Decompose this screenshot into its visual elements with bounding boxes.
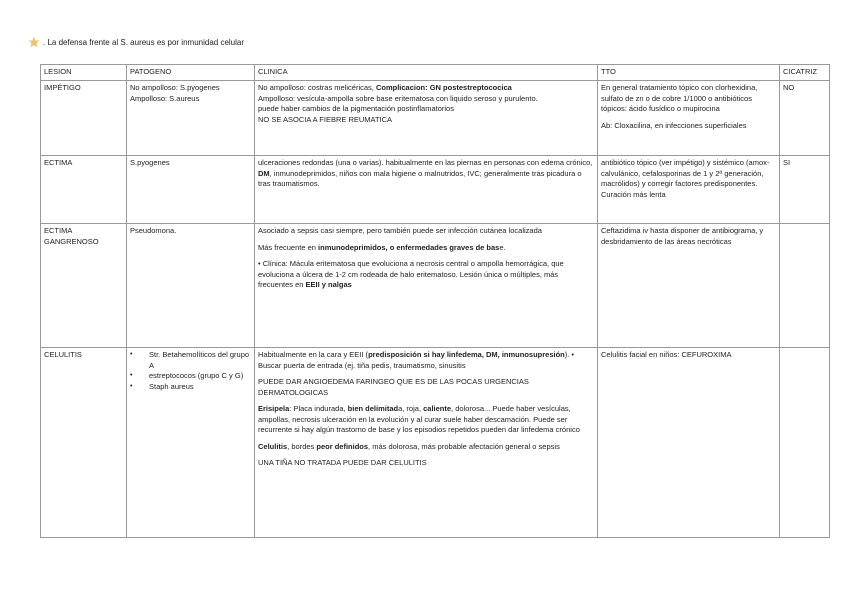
header-patogeno: PATOGENO [127,65,255,81]
ectima-lesion: ECTIMA [41,156,127,224]
celulitis-lesion: CELULITIS [41,348,127,538]
impetigo-cicatriz: NO [780,81,830,156]
header-tto: TTO [598,65,780,81]
header-lesion: LESION [41,65,127,81]
star-icon [28,36,40,48]
gangrenoso-patogeno: Pseudomona. [127,224,255,348]
celulitis-tto: Celulitis facial en niños: CEFUROXIMA [598,348,780,538]
list-item: • Staph aureus [143,382,251,393]
celulitis-cicatriz [780,348,830,538]
celulitis-clinica: Habitualmente en la cara y EEII (predisposición si hay linfedema, DM, inmunosupresión). • Buscar puerta de entrada (ej. tiña pedis, traumatismo, sinusitis PUEDE DAR ANGIOEDEMA FARINGEO QUE ES DE LAS POCAS URGENCIAS DERMATOLOGICAS Erisipela: Placa indurada, bien delimitada, roja, caliente, dolorosa... Puede haber vesículas, ampollas, necrosis ulceración en la evolución y al curar suele haber descamación. Puede ser recurrente si hay algún trastorno de base y los episodios repetidos pueden dar linfedema crónico Celulitis, bordes peor definidos, más dolorosa, más probable afectación general o sepsis UNA TIÑA NO TRATADA PUEDE DAR CELULITIS [255,348,598,538]
ectima-clinica: ulceraciones redondas (una o varias). habitualmente en las piernas en personas con edema crónico, DM, inmunodeprimidos, niños con mala higiene o malnutridos, IVC; generalmente tras picadura o tras traumatismos. [255,156,598,224]
list-item: • estreptococos (grupo C y G) [143,371,251,382]
header-cicatriz: CICATRIZ [780,65,830,81]
note [28,36,244,48]
gangrenoso-tto: Ceftazidima iv hasta disponer de antibiograma, y desbridamiento de las áreas necróticas [598,224,780,348]
header-clinica: CLINICA [255,65,598,81]
row-impetigo [41,81,830,156]
impetigo-lesion: IMPÉTIGO [41,81,127,156]
ectima-tto: antibiótico tópico (ver impétigo) y sistémico (amox-calvulánico, cefalosporinas de 1 y 2ª generación, macrólidos) y corregir factores predisponentes. Curación más lenta [598,156,780,224]
impetigo-clinica: No ampolloso: costras melicéricas, Complicacion: GN postestreptococica Ampolloso: vesícula-ampolla sobre base eritematosa con liquido seroso y purulento. puede haber cambios de la pigmentación postinflamatorios NO SE ASOCIA A FIEBRE REUMATICA [255,81,598,156]
ectima-patogeno: S.pyogenes [127,156,255,224]
row-ectima-gangrenoso [41,224,830,348]
impetigo-tto: En general tratamiento tópico con clorhexidina, sulfato de zn o de cobre 1/1000 o antibióticos tópicos: ácido fusídico o mupirocina Ab: Cloxacilina, en infecciones superficiales [598,81,780,156]
list-item: • Str. Betahemolíticos del grupo A [143,350,251,371]
row-ectima [41,156,830,224]
note-text: . La defensa frente al S. aureus es por inmunidad celular [43,37,245,47]
gangrenoso-cicatriz [780,224,830,348]
header-row [41,65,830,81]
gangrenoso-clinica: Asociado a sepsis casi siempre, pero también puede ser infección cutánea localizada Más frecuente en inmunodeprimidos, o enfermedades graves de base. • Clínica: Mácula eritematosa que evoluciona a necrosis central o ampolla hemorrágica, que evoluciona a úlcera de 1-2 cm rodeada de halo eritematoso. Lesión única o múltiples, más frecuentes en EEII y nalgas [255,224,598,348]
impetigo-patogeno: No ampolloso: S.pyogenes Ampolloso: S.aureus [127,81,255,156]
lesion-table [40,64,830,538]
celulitis-patogeno [127,348,255,538]
ectima-cicatriz: SI [780,156,830,224]
gangrenoso-lesion: ECTIMA GANGRENOSO [41,224,127,348]
row-celulitis [41,348,830,538]
